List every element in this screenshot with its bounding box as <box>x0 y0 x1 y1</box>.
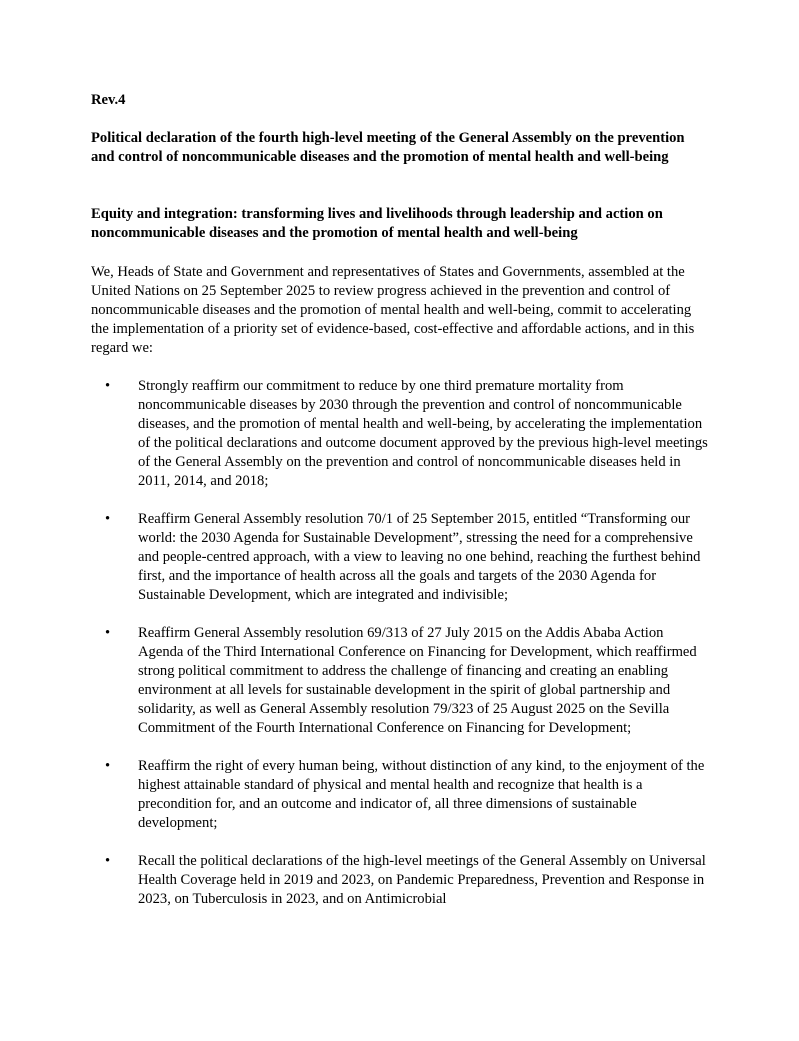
commitments-list <box>91 377 711 928</box>
intro-paragraph: We, Heads of State and Government and representatives of States and Governments, assembled at the United Nations on 25 September 2025 to review progress achieved in the prevention and control of noncommunicable diseases and the promotion of mental health and well-being, commit to accelerating the implementation of a priority set of evidence-based, cost-effective and affordable actions, and in this regard we: <box>91 264 695 356</box>
list-item-text: Recall the political declarations of the high-level meetings of the General Assembly on Universal Health Coverage held in 2019 and 2023, on Pandemic Preparedness, Prevention and Response in 2023, on Tuberculosis in 2023, and on Antimicrobial <box>138 853 706 907</box>
list-item-text: Reaffirm General Assembly resolution 69/313 of 27 July 2015 on the Addis Ababa Action Agenda of the Third International Conference on Financing for Development, which reaffirmed strong political commitment to address the challenge of financing and creating an enabling environment at all levels for sustainable development in the spirit of global partnership and solidarity, as well as General Assembly resolution 79/323 of 25 August 2025 on the Sevilla Commitment of the Fourth International Conference on Financing for Development; <box>138 625 697 736</box>
list-item-text: Strongly reaffirm our commitment to reduce by one third premature mortality from noncommunicable diseases by 2030 through the prevention and control of noncommunicable diseases, and the promotion of mental health and well-being, by accelerating the implementation of the political declarations and outcome document approved by the previous high-level meetings of the General Assembly on the prevention and control of noncommunicable diseases held in 2011, 2014, and 2018; <box>138 378 708 489</box>
bullet-icon: • <box>105 625 111 641</box>
bullet-icon: • <box>105 378 111 394</box>
bullet-icon: • <box>105 853 111 869</box>
list-item <box>91 757 711 833</box>
list-item-text: Reaffirm the right of every human being, without distinction of any kind, to the enjoyment of the highest attainable standard of physical and mental health and recognize that health is a precondition for, and an outcome and indicator of, all three dimensions of sustainable development; <box>138 758 705 831</box>
list-item <box>91 510 711 605</box>
bullet-icon: • <box>105 758 111 774</box>
list-item <box>91 624 711 738</box>
list-item-text: Reaffirm General Assembly resolution 70/1 of 25 September 2015, entitled “Transforming our world: the 2030 Agenda for Sustainable Development”, stressing the need for a comprehensive and people-centred approach, with a view to leaving no one behind, reaching the furthest behind first, and the importance of health across all the goals and targets of the 2030 Agenda for Sustainable Development, which are integrated and indivisible; <box>138 511 701 603</box>
revision-label: Rev.4 <box>91 92 126 108</box>
bullet-icon: • <box>105 511 111 527</box>
list-item <box>91 852 711 909</box>
document-title: Political declaration of the fourth high-level meeting of the General Assembly on the prevention and control of noncommunicable diseases and the promotion of mental health and well-being <box>91 130 685 165</box>
document-subtitle: Equity and integration: transforming lives and livelihoods through leadership and action on noncommunicable diseases and the promotion of mental health and well-being <box>91 206 663 241</box>
list-item <box>91 377 711 491</box>
